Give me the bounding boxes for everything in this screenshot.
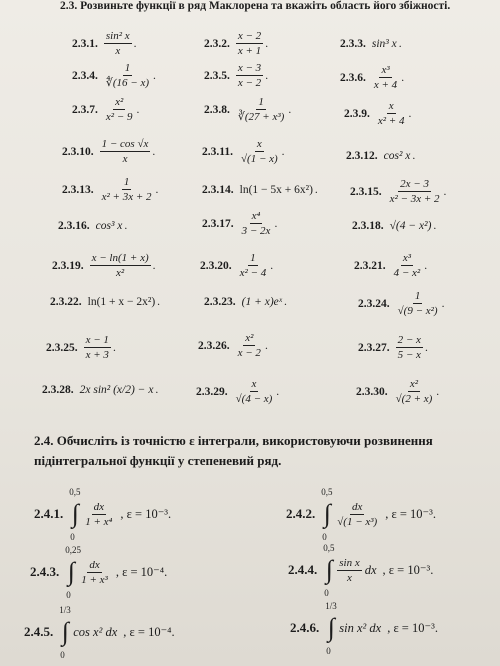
- problem-number: 2.3.25.: [46, 341, 78, 354]
- integrand-fraction: [337, 557, 361, 584]
- epsilon-value: ε = 10⁻⁴: [129, 625, 172, 639]
- fraction: [239, 138, 280, 165]
- expression: sin³ x: [371, 38, 397, 50]
- integrand: cos x² dx: [73, 624, 118, 639]
- numerator: dx: [93, 500, 105, 513]
- problem-number: 2.3.5.: [204, 69, 230, 82]
- denominator: ∛(27 + x³): [237, 111, 285, 123]
- problem-number: 2.3.13.: [62, 183, 94, 196]
- problem-number: 2.3.10.: [62, 145, 94, 158]
- problem-2-3-17: 2.3.17. $\frac{\text{x⁴}}{3 - 2x}$ .: [202, 210, 278, 237]
- problem-2-4-4: 2.4.4. ∫ 0,5 0 $\frac{\text{sin x}}{x}$ dx , ε = 10⁻³.: [288, 543, 434, 598]
- problem-2-3-19: 2.3.19. $\frac{x - \ln(1 + x)}{\text{x²}}$ .: [52, 252, 156, 279]
- epsilon-value: ε = 10⁻³: [388, 563, 431, 577]
- denominator: x + 1: [237, 45, 262, 57]
- fraction: [238, 252, 269, 279]
- denominator: √(4 − x): [235, 393, 273, 405]
- fraction: [236, 332, 263, 359]
- problem-number: 2.3.14.: [202, 184, 234, 196]
- numerator: x³: [381, 64, 390, 76]
- problem-number: 2.3.12.: [346, 150, 378, 162]
- problem-number: 2.3.24.: [358, 297, 390, 310]
- problem-2-3-21: 2.3.21. $\frac{\text{x³}}{\text{4 − x²}}$ .: [354, 252, 428, 279]
- denominator: 4 − x²: [393, 267, 421, 279]
- problem-number: 2.3.1.: [72, 37, 98, 50]
- numerator: dx: [352, 500, 363, 513]
- denominator: x²: [116, 267, 125, 279]
- integral-sign: ∫ 1/3 0: [325, 601, 337, 656]
- problem-number: 2.3.29.: [196, 385, 228, 398]
- expression: cos³ x: [95, 220, 123, 232]
- numerator: x: [256, 138, 262, 150]
- problem-number: 2.3.8.: [204, 103, 230, 116]
- problem-number: 2.3.20.: [200, 259, 232, 272]
- problem-2-3-1: 2.3.1. $\frac{\text{sin² x}}{x}$ .: [72, 30, 137, 57]
- denominator: ∜(16 − x): [105, 77, 150, 89]
- numerator: x − 2: [237, 30, 262, 42]
- problem-number: 2.3.7.: [72, 103, 98, 116]
- section-2-3-heading: 2.3. Розвиньте функції в ряд Маклорена та вкажіть область його збіжності.: [60, 0, 451, 12]
- differential: dx: [364, 562, 377, 577]
- problem-2-3-12: 2.3.12. cos² x .: [346, 150, 416, 162]
- numerator: x³: [402, 252, 412, 264]
- problem-2-3-20: 2.3.20. $\frac{1}{\text{x² − 4}}$ .: [200, 252, 274, 279]
- integral-sign: ∫ 0,5 0: [323, 543, 335, 598]
- upper-limit: 0,5: [69, 487, 81, 497]
- problem-number: 2.3.9.: [344, 107, 370, 120]
- denominator: x + 3: [85, 349, 109, 361]
- lower-limit: 0: [66, 590, 71, 600]
- denominator: 1 + x⁴: [85, 515, 113, 528]
- numerator: x: [251, 378, 257, 390]
- denominator: x + 4: [373, 79, 398, 91]
- problem-2-3-6: 2.3.6. $\frac{\text{x³}}{x + 4}$ .: [340, 64, 405, 91]
- section-2-4-heading: 2.4. Обчисліть із точністю ε інтеграли, використовуючи розвинення підінтегральної функції у степеневий ряд.: [34, 433, 433, 468]
- numerator: x²: [409, 378, 419, 390]
- problem-2-4-5: 2.4.5. ∫ 1/3 0 cos x² dx , ε = 10⁻⁴.: [24, 605, 175, 660]
- fraction: [104, 96, 135, 123]
- numerator: 1: [258, 96, 264, 108]
- lower-limit: 0: [326, 646, 331, 656]
- expression: ln(1 + x − 2x²): [87, 296, 156, 308]
- fraction: [388, 178, 442, 205]
- upper-limit: 0,25: [65, 545, 81, 555]
- problem-number: 2.3.27.: [358, 341, 390, 354]
- denominator: 5 − x: [397, 349, 421, 361]
- numerator: 1: [124, 62, 131, 74]
- expression: (1 + x)eˣ: [241, 296, 282, 308]
- numerator: sin x: [339, 556, 360, 569]
- fraction: [104, 62, 151, 89]
- denominator: √(1 − x): [241, 153, 278, 165]
- fraction: [236, 96, 286, 123]
- fraction: [90, 252, 151, 279]
- expression: √(4 − x²): [389, 220, 432, 232]
- problem-number: 2.3.15.: [350, 185, 382, 198]
- upper-limit: 0,5: [321, 487, 333, 497]
- problem-2-3-4: 2.3.4. $\frac{1}{∜(16 - x)}$ .: [72, 62, 156, 89]
- problem-number: 2.3.17.: [202, 217, 234, 230]
- integrand: sin x² dx: [339, 620, 382, 635]
- problem-2-3-7: 2.3.7. $\frac{\text{x²}}{\text{x² − 9}}$ .: [72, 96, 140, 123]
- integrand-fraction: [79, 559, 110, 586]
- denominator: √(9 − x²): [397, 305, 438, 317]
- numerator: 1: [123, 176, 130, 188]
- fraction: [234, 378, 275, 405]
- problem-number: 2.3.4.: [72, 69, 98, 82]
- problem-number: 2.3.16.: [58, 220, 90, 232]
- problem-2-3-2: 2.3.2. $\frac{x - 2}{x + 1}$ .: [204, 30, 269, 57]
- lower-limit: 0: [322, 532, 327, 542]
- problem-2-4-6: 2.4.6. ∫ 1/3 0 sin x² dx , ε = 10⁻³.: [290, 601, 438, 656]
- numerator: x: [388, 100, 394, 112]
- fraction: [100, 176, 154, 203]
- problem-2-3-22: 2.3.22. ln(1 + x − 2x²) .: [50, 296, 161, 308]
- problem-2-3-27: 2.3.27. $\frac{2 - x}{5 - x}$ .: [358, 334, 428, 361]
- denominator: 1 + x³: [81, 573, 108, 586]
- fraction: [236, 30, 263, 57]
- problem-number: 2.4.4.: [288, 562, 318, 577]
- problem-2-4-2: 2.4.2. ∫ 0,5 0 $\frac{dx}{\text{√(1 − x³)}}$ , ε = 10⁻³.: [286, 487, 436, 542]
- fraction: [394, 378, 435, 405]
- problem-number: 2.3.6.: [340, 71, 366, 84]
- lower-limit: 0: [70, 532, 75, 542]
- expression: 2x sin² (x/2) − x: [79, 384, 154, 396]
- problem-number: 2.3.26.: [198, 339, 230, 352]
- problem-2-3-29: 2.3.29. $\frac{x}{√(4 - x)}$ .: [196, 378, 280, 405]
- problem-2-3-5: 2.3.5. $\frac{x - 3}{x - 2}$ .: [204, 62, 269, 89]
- problem-number: 2.3.11.: [202, 145, 233, 158]
- numerator: x − 1: [85, 334, 109, 346]
- problem-number: 2.4.1.: [34, 506, 64, 521]
- fraction: [396, 334, 423, 361]
- problem-2-3-30: 2.3.30. $\frac{\text{x²}}{√(2 + x)}$ .: [356, 378, 440, 405]
- expression: cos² x: [383, 150, 411, 162]
- numerator: x²: [245, 332, 254, 344]
- problem-2-3-3: 2.3.3. sin³ x .: [340, 38, 402, 50]
- numerator: 1: [250, 252, 256, 264]
- denominator: x² − 4: [239, 267, 267, 279]
- numerator: dx: [89, 558, 100, 571]
- problem-2-3-24: 2.3.24. $\frac{1}{\text{√(9 − x²)}}$ .: [358, 290, 445, 317]
- problem-number: 2.4.5.: [24, 624, 54, 639]
- numerator: x − 3: [237, 62, 262, 74]
- fraction: [376, 100, 407, 127]
- denominator: 3 − 2x: [241, 225, 271, 237]
- problem-2-3-14: 2.3.14. ln(1 − 5x + 6x²) .: [202, 184, 318, 196]
- expression: ln(1 − 5x + 6x²): [239, 184, 313, 196]
- denominator: x − 2: [237, 77, 262, 89]
- problem-2-3-10: 2.3.10. $\frac{1 - \cos √x}{x}$ .: [62, 138, 156, 165]
- epsilon-value: ε = 10⁻³: [126, 507, 169, 521]
- problem-number: 2.3.21.: [354, 259, 386, 272]
- denominator: x: [115, 45, 121, 57]
- epsilon-value: ε = 10⁻³: [393, 621, 435, 635]
- fraction: [100, 138, 151, 165]
- upper-limit: 1/3: [59, 605, 71, 615]
- problem-2-3-25: 2.3.25. $\frac{x - 1}{x + 3}$ .: [46, 334, 116, 361]
- problem-number: 2.3.30.: [356, 385, 388, 398]
- problem-2-3-8: 2.3.8. $\frac{1}{\text{∛(27 + x³)}}$ .: [204, 96, 292, 123]
- problem-2-3-13: 2.3.13. $\frac{1}{\text{x² + 3x + 2}}$ .: [62, 176, 159, 203]
- problem-2-4-1: 2.4.1. ∫ 0,5 0 $\frac{dx}{\text{1 + x⁴}}$ , ε = 10⁻³.: [34, 487, 172, 542]
- denominator: x² − 9: [105, 111, 133, 123]
- problem-number: 2.4.6.: [290, 620, 320, 635]
- numerator: x²: [115, 96, 124, 108]
- denominator: x: [347, 571, 352, 584]
- lower-limit: 0: [60, 650, 65, 660]
- denominator: √(2 + x): [395, 393, 433, 405]
- denominator: x² + 4: [377, 115, 405, 127]
- denominator: x: [122, 153, 128, 165]
- problem-number: 2.3.2.: [204, 37, 230, 50]
- problem-number: 2.3.3.: [340, 38, 366, 50]
- problem-number: 2.4.2.: [286, 506, 316, 521]
- numerator: 2x − 3: [400, 178, 429, 190]
- problem-number: 2.3.19.: [52, 259, 84, 272]
- numerator: 1 − cos √x: [101, 138, 149, 150]
- denominator: √(1 − x³): [337, 515, 378, 528]
- numerator: 1: [414, 290, 421, 302]
- problem-2-3-28: 2.3.28. 2x sin² (x/2) − x .: [42, 384, 159, 396]
- problem-2-3-11: 2.3.11. $\frac{x}{√(1 - x)}$ .: [202, 138, 285, 165]
- numerator: x⁴: [251, 210, 261, 222]
- integral-sign: ∫ 0,25 0: [65, 545, 81, 600]
- integral-sign: ∫ 1/3 0: [59, 605, 71, 660]
- fraction: [392, 252, 423, 279]
- problem-number: 2.4.3.: [30, 564, 60, 579]
- problem-2-3-15: 2.3.15. $\frac{2x - 3}{\text{x² − 3x + 2}}$ .: [350, 178, 447, 205]
- problem-2-3-9: 2.3.9. $\frac{x}{\text{x² + 4}}$ .: [344, 100, 412, 127]
- epsilon-value: ε = 10⁻³: [391, 507, 433, 521]
- integrand-fraction: [335, 501, 379, 528]
- denominator: x − 2: [237, 347, 261, 359]
- denominator: x² − 3x + 2: [389, 193, 440, 205]
- upper-limit: 0,5: [323, 543, 335, 553]
- problem-2-3-18: 2.3.18. √(4 − x²) .: [352, 220, 437, 232]
- problem-2-3-26: 2.3.26. $\frac{\text{x²}}{x - 2}$ .: [198, 332, 268, 359]
- numerator: sin² x: [105, 30, 130, 42]
- problem-2-3-16: 2.3.16. cos³ x .: [58, 220, 128, 232]
- fraction: [396, 290, 440, 317]
- problem-number: 2.3.22.: [50, 296, 82, 308]
- numerator: x − ln(1 + x): [91, 252, 149, 264]
- problem-2-3-23: 2.3.23. (1 + x)eˣ .: [204, 296, 287, 308]
- lower-limit: 0: [324, 588, 329, 598]
- problem-number: 2.3.23.: [204, 296, 236, 308]
- numerator: 2 − x: [397, 334, 421, 346]
- fraction: [240, 210, 273, 237]
- fraction: [236, 62, 263, 89]
- fraction: [104, 30, 132, 57]
- upper-limit: 1/3: [325, 601, 337, 611]
- epsilon-value: ε = 10⁻⁴: [122, 565, 165, 579]
- denominator: x² + 3x + 2: [101, 191, 152, 203]
- integrand-fraction: [83, 501, 114, 528]
- integral-sign: ∫ 0,5 0: [69, 487, 81, 542]
- problem-2-4-3: 2.4.3. ∫ 0,25 0 $\frac{dx}{\text{1 + x³}}$ , ε = 10⁻⁴.: [30, 545, 168, 600]
- integral-sign: ∫ 0,5 0: [321, 487, 333, 542]
- problem-number: 2.3.28.: [42, 384, 74, 396]
- problem-number: 2.3.18.: [352, 220, 384, 232]
- fraction: [84, 334, 111, 361]
- fraction: [372, 64, 399, 91]
